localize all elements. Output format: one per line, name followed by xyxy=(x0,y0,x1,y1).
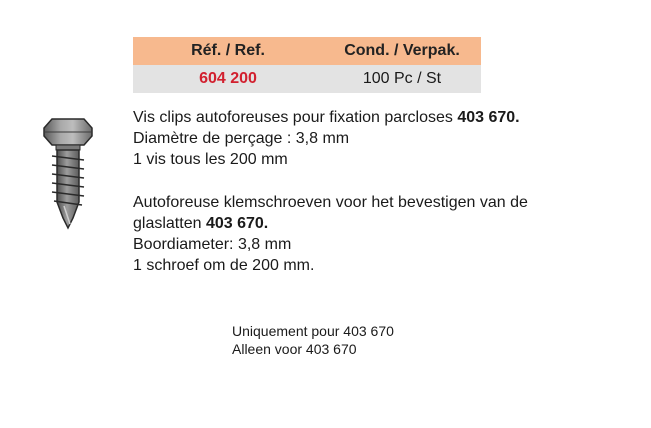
description-text: glaslatten xyxy=(133,215,206,232)
table-row xyxy=(133,65,481,93)
header-ref: Réf. / Ref. xyxy=(133,37,323,65)
product-spec-table xyxy=(133,37,481,93)
table-header-row xyxy=(133,37,481,65)
description-text: Vis clips autoforeuses pour fixation parcloses xyxy=(133,109,458,126)
description-line: Autoforeuse klemschroeven voor het bevestigen van de xyxy=(133,194,528,211)
compatibility-note xyxy=(232,322,394,358)
description-line: 1 vis tous les 200 mm xyxy=(133,151,288,168)
description-line: Diamètre de perçage : 3,8 mm xyxy=(133,130,350,147)
description-line: Boordiameter: 3,8 mm xyxy=(133,236,292,253)
ref-value: 604 200 xyxy=(133,65,323,93)
packaging-value: 100 Pc / St xyxy=(323,65,481,93)
reference-number: 403 670. xyxy=(457,109,520,126)
description-french xyxy=(133,107,633,170)
note-dutch: Alleen voor 403 670 xyxy=(232,341,357,357)
description-line: 1 schroef om de 200 mm. xyxy=(133,257,315,274)
description-line xyxy=(133,213,633,234)
description-line xyxy=(133,107,633,128)
reference-number: 403 670. xyxy=(205,215,269,232)
header-packaging: Cond. / Verpak. xyxy=(323,37,481,65)
self-drilling-screw-icon xyxy=(40,114,96,230)
description-dutch xyxy=(133,192,633,276)
note-french: Uniquement pour 403 670 xyxy=(232,323,394,339)
